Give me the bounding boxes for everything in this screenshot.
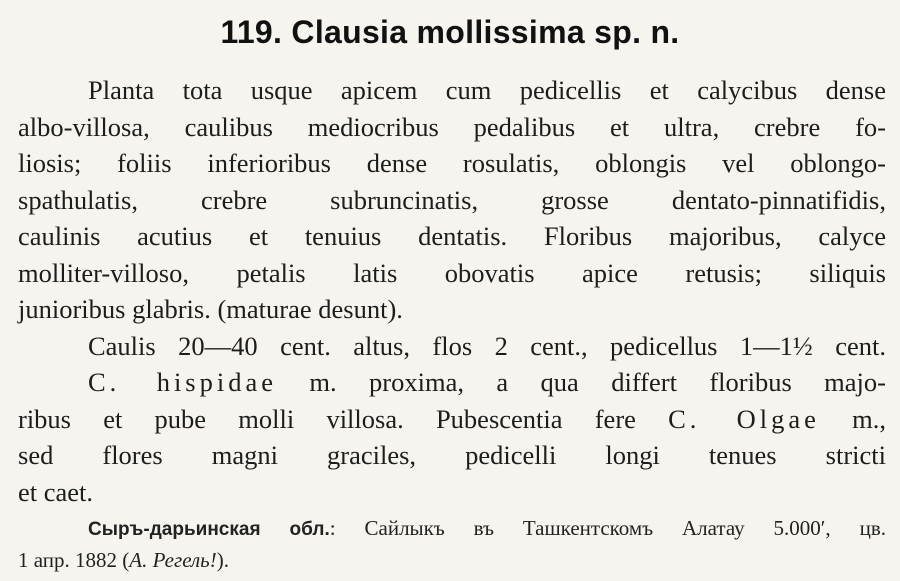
comparison-line <box>18 364 886 401</box>
description-line: albo-villosa, caulibus mediocribus pedalibus et ultra, crebre fo- <box>18 111 886 142</box>
locality-text: : Сайлыкъ въ Ташкентскомъ Алатау 5.000′, цв. <box>329 516 886 540</box>
locality-close: ). <box>216 548 229 572</box>
locality-record <box>18 513 886 576</box>
comparison-text: m. proxima, a qua differt floribus majo- <box>277 367 886 397</box>
description-line: liosis; foliis inferioribus dense rosulatis, oblongis vel oblongo- <box>18 148 886 178</box>
locality-line <box>18 545 886 576</box>
description-line: spathulatis, crebre subruncinatis, grosse dentato-pinnatifidis, <box>18 184 886 215</box>
comparison-line: et caet. <box>18 476 94 507</box>
comparison-text: ribus et pube molli villosa. Pubescentia fere <box>18 403 669 434</box>
description-line: Planta tota usque apicem cum pedicellis et calycibus dense <box>88 75 886 105</box>
collection-date: 1 апр. 1882 ( <box>18 548 130 572</box>
collector-name: А. Регель! <box>129 548 217 572</box>
comparison-line <box>18 401 886 438</box>
measurements-line: Caulis 20—40 cent. altus, flos 2 cent., pedicellus 1—1½ cent. <box>88 330 886 361</box>
species-ref: C. hispidae <box>88 367 278 397</box>
locality-line <box>18 513 886 545</box>
species-ref: C. Olgae <box>668 403 820 434</box>
species-heading: 119. Clausia mollissima sp. n. <box>220 14 680 50</box>
comparison-text: m., <box>819 403 886 434</box>
description-line: molliter-villoso, petalis latis obovatis apice retusis; siliquis <box>18 257 886 288</box>
region-name: Сыръ-дарьинская обл. <box>88 519 330 540</box>
description-line: junioribus glabris. (maturae desunt). <box>18 294 403 324</box>
description-line: caulinis acutius et tenuius dentatis. Floribus majoribus, calyce <box>18 221 886 251</box>
comparison-line: sed flores magni graciles, pedicelli longi tenues stricti <box>18 440 886 470</box>
species-description <box>18 72 886 510</box>
